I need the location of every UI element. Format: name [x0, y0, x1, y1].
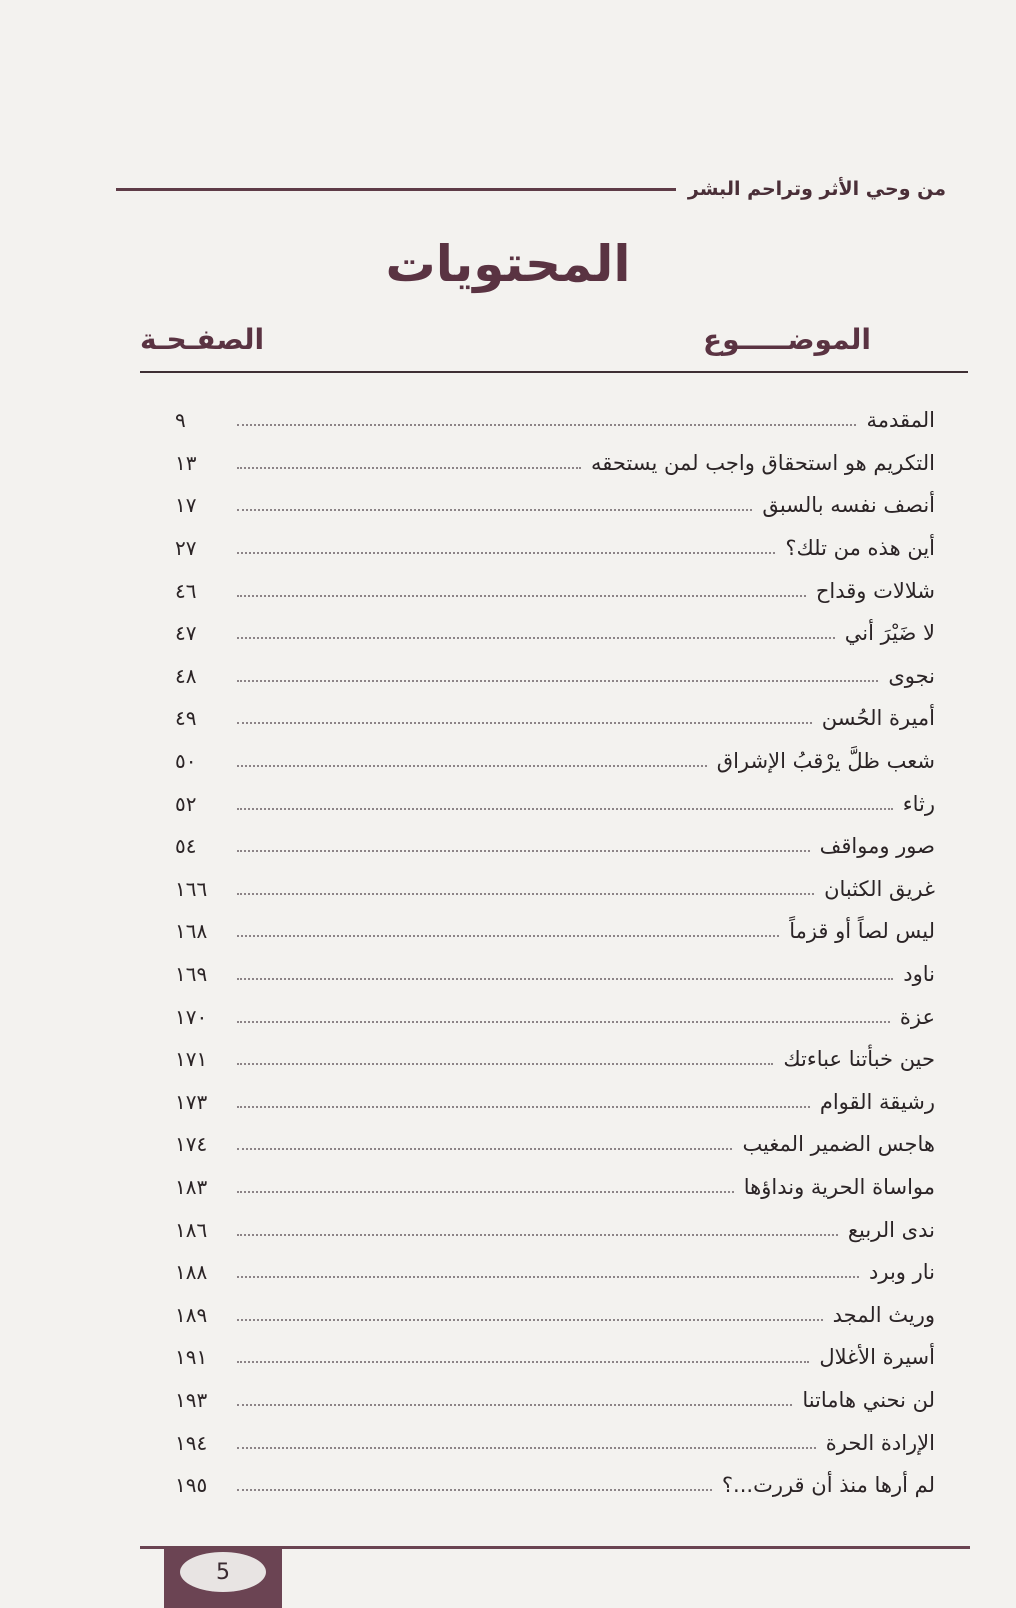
- toc-entry-title: ندى الربيع: [847, 1217, 935, 1242]
- dot-leader: [237, 1191, 734, 1193]
- toc-entry-page: ١٨٣: [175, 1174, 208, 1199]
- toc-entry: [175, 1208, 935, 1251]
- toc-entry-title: أميرة الحُسن: [821, 706, 935, 731]
- dot-leader: [237, 637, 835, 639]
- toc-entry: [175, 1293, 935, 1336]
- toc-entry-title: رثاء: [902, 791, 935, 816]
- topic-column-heading: الموضـــــوع: [702, 323, 871, 356]
- toc-entry: [175, 484, 935, 527]
- toc-entry-title: هاجس الضمير المغيب: [742, 1132, 935, 1157]
- toc-entry-title: المقدمة: [866, 408, 935, 433]
- toc-entry-page: ١٩٤: [175, 1430, 208, 1455]
- toc-entry-page: ١٧: [175, 493, 197, 518]
- toc-entry-page: ٥٠: [175, 749, 197, 774]
- dot-leader: [237, 722, 812, 724]
- running-title: من وحي الأثر وتراحم البشر: [687, 178, 946, 200]
- dot-leader: [237, 1447, 816, 1449]
- toc-entry-title: عزة: [899, 1004, 935, 1029]
- dot-leader: [237, 1276, 859, 1278]
- toc-entry-title: صور ومواقف: [819, 834, 935, 859]
- toc-entry: [175, 995, 935, 1038]
- toc-entry-page: ١٨٦: [175, 1217, 208, 1242]
- toc-entry-title: شعب ظلَّ يرْقبُ الإشراق: [716, 749, 935, 774]
- toc-entry-page: ١٩٥: [175, 1473, 208, 1498]
- dot-leader: [237, 1148, 732, 1150]
- dot-leader: [237, 850, 810, 852]
- toc-entry-page: ١٨٩: [175, 1302, 208, 1327]
- toc-entry: [175, 953, 935, 996]
- toc-entry: [175, 1421, 935, 1464]
- toc-entry: [175, 1166, 935, 1209]
- toc-entry-title: الإرادة الحرة: [825, 1430, 935, 1455]
- toc-entry: [175, 910, 935, 953]
- dot-leader: [237, 808, 893, 810]
- dot-leader: [237, 893, 814, 895]
- toc-entry-title: شلالات وقداح: [815, 578, 935, 603]
- toc-entry-page: ١٦٨: [175, 919, 208, 944]
- toc-entry-title: وريث المجد: [832, 1302, 935, 1327]
- dot-leader: [237, 595, 806, 597]
- dot-leader: [237, 1021, 890, 1023]
- toc-entry-page: ١٦٩: [175, 962, 208, 987]
- dot-leader: [237, 680, 878, 682]
- toc-entry-title: نار وبرد: [869, 1260, 935, 1285]
- dot-leader: [237, 424, 856, 426]
- toc-entry-page: ٢٧: [175, 536, 197, 561]
- toc-entry: [175, 399, 935, 442]
- running-header-rule: [116, 188, 676, 191]
- toc-entry-page: ٤٦: [175, 578, 197, 603]
- toc-entry: [175, 697, 935, 740]
- toc-entry: [175, 612, 935, 655]
- toc-entry-title: لا ضَيْرَ أني: [844, 621, 935, 646]
- toc-entry-title: حين خبأتنا عباءتك: [783, 1047, 935, 1072]
- dot-leader: [237, 935, 779, 937]
- toc-entry-page: ٥٢: [175, 791, 197, 816]
- toc-entry-page: ١٨٨: [175, 1260, 208, 1285]
- toc-entry: [175, 527, 935, 570]
- toc-entry-title: رشيقة القوام: [819, 1089, 935, 1114]
- dot-leader: [237, 765, 707, 767]
- toc-entry-page: ٤٧: [175, 621, 197, 646]
- dot-leader: [237, 1361, 809, 1363]
- dot-leader: [237, 467, 581, 469]
- toc-entry: [175, 655, 935, 698]
- toc-entry: [175, 1379, 935, 1422]
- dot-leader: [237, 509, 752, 511]
- dot-leader: [237, 1063, 773, 1065]
- toc-entry: [175, 1336, 935, 1379]
- page-title: المحتويات: [385, 235, 631, 293]
- dot-leader: [237, 1106, 810, 1108]
- toc-entry-page: ٤٩: [175, 706, 197, 731]
- toc-entry-page: ١٧٣: [175, 1089, 208, 1114]
- toc-entry-page: ١٧٠: [175, 1004, 208, 1029]
- toc-entry: [175, 1038, 935, 1081]
- toc-entry-title: غريق الكثبان: [824, 876, 935, 901]
- toc-entry-title: أنصف نفسه بالسبق: [762, 493, 935, 518]
- toc-entry: [175, 740, 935, 783]
- toc-entry-title: التكريم هو استحقاق واجب لمن يستحقه: [591, 450, 935, 475]
- table-of-contents: [175, 399, 935, 1506]
- page-column-heading: الصفـحـة: [140, 323, 265, 356]
- dot-leader: [237, 1404, 792, 1406]
- toc-entry-title: أين هذه من تلك؟: [785, 536, 935, 561]
- toc-entry-title: نجوى: [888, 663, 935, 688]
- dot-leader: [237, 1319, 823, 1321]
- toc-entry: [175, 782, 935, 825]
- toc-entry: [175, 1464, 935, 1507]
- toc-entry-page: ١٣: [175, 450, 197, 475]
- toc-entry-page: ١٩١: [175, 1345, 208, 1370]
- toc-entry: [175, 868, 935, 911]
- toc-entry-title: لم أرها منذ أن قررت...؟: [721, 1473, 935, 1498]
- toc-entry-title: لن نحني هاماتنا: [802, 1387, 935, 1412]
- page-number: 5: [180, 1552, 266, 1592]
- dot-leader: [237, 1489, 712, 1491]
- toc-entry-page: ١٧١: [175, 1047, 208, 1072]
- toc-entry: [175, 825, 935, 868]
- toc-entry: [175, 1081, 935, 1124]
- toc-entry: [175, 1251, 935, 1294]
- toc-entry-page: ١٩٣: [175, 1387, 208, 1412]
- toc-entry-page: ١٦٦: [175, 876, 208, 901]
- dot-leader: [237, 552, 775, 554]
- dot-leader: [237, 1234, 838, 1236]
- toc-entry-page: ٩: [175, 408, 186, 433]
- header-rule: [140, 371, 968, 373]
- toc-entry-title: ليس لصاً أو قزماً: [789, 919, 935, 944]
- toc-entry-title: ناود: [903, 962, 935, 987]
- toc-entry-title: مواساة الحرية ونداؤها: [743, 1174, 935, 1199]
- toc-entry-title: أسيرة الأغلال: [819, 1345, 935, 1370]
- toc-entry: [175, 1123, 935, 1166]
- toc-entry: [175, 569, 935, 612]
- running-header: [116, 178, 946, 200]
- toc-entry: [175, 442, 935, 485]
- toc-entry-page: ١٧٤: [175, 1132, 208, 1157]
- dot-leader: [237, 978, 893, 980]
- toc-entry-page: ٤٨: [175, 663, 197, 688]
- toc-entry-page: ٥٤: [175, 834, 197, 859]
